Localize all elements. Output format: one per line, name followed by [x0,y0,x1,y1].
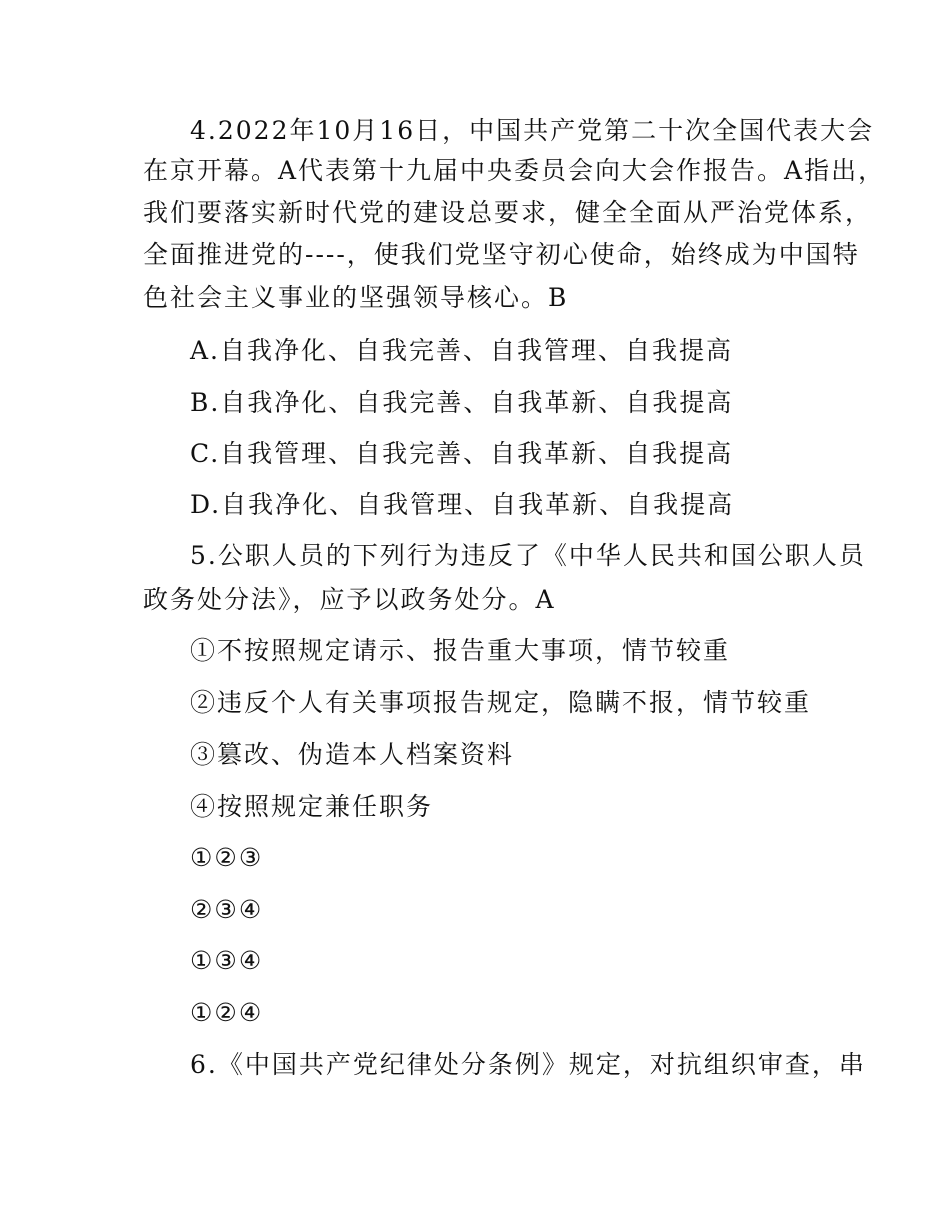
q5-item-3: ③篡改、伪造本人档案资料 [190,740,515,769]
q4-line-3: 我们要落实新时代党的建设总要求，健全全面从严治党体系， [143,198,873,227]
q5-line-1: 5.公职人员的下列行为违反了《中华人民共和国公职人员 [190,541,866,570]
q4-option-a: A.自我净化、自我完善、自我管理、自我提高 [190,336,734,365]
q5-item-4: ④按照规定兼任职务 [190,792,434,821]
q5-option-1: ①②③ [190,843,264,872]
q4-line-4: 全面推进党的----，使我们党坚守初心使命，始终成为中国特 [143,240,860,269]
q5-option-2: ②③④ [190,895,264,924]
q4-option-b: B.自我净化、自我完善、自我革新、自我提高 [190,388,734,417]
q4-line-5: 色社会主义事业的坚强领导核心。B [143,283,569,312]
q6-line-1: 6.《中国共产党纪律处分条例》规定，对抗组织审查，串 [190,1050,866,1079]
q5-option-3: ①③④ [190,946,264,975]
q5-line-2: 政务处分法》，应予以政务处分。A [143,585,556,614]
q5-option-4: ①②④ [190,998,264,1027]
q4-option-d: D.自我净化、自我管理、自我革新、自我提高 [190,490,735,519]
q4-line-2: 在京开幕。A代表第十九届中央委员会向大会作报告。A指出， [143,156,886,185]
q5-item-2: ②违反个人有关事项报告规定，隐瞒不报，情节较重 [190,688,812,717]
q4-option-c: C.自我管理、自我完善、自我革新、自我提高 [190,439,734,468]
q4-line-1: 4.2022年10月16日，中国共产党第二十次全国代表大会 [190,116,875,145]
q5-item-1: ①不按照规定请示、报告重大事项，情节较重 [190,636,731,665]
